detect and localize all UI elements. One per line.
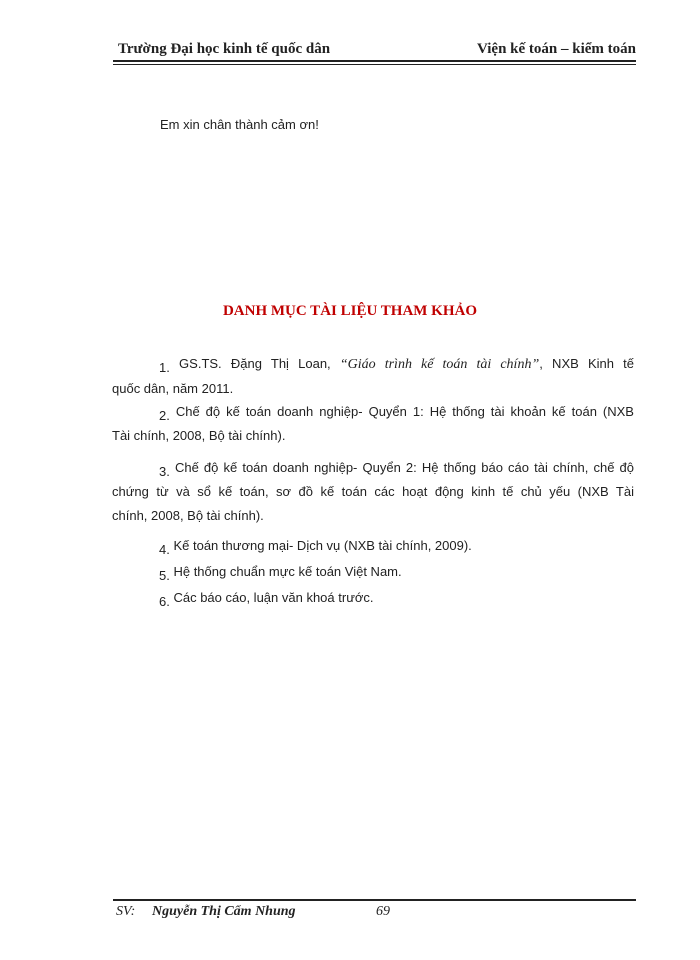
reference-number: 4.: [159, 542, 170, 557]
reference-text: Chế độ kế toán doanh nghiệp- Quyển 1: Hệ thống tài khoản kế toán (NXB: [175, 404, 634, 419]
reference-text: Các báo cáo, luận văn khoá trước.: [173, 590, 374, 605]
reference-continuation: quốc dân, năm 2011.: [112, 381, 234, 396]
reference-continuation: Tài chính, 2008, Bộ tài chính).: [112, 428, 286, 443]
reference-title-italic: “Giáo trình kế toán tài chính”: [339, 357, 540, 372]
references-title: DANH MỤC TÀI LIỆU THAM KHẢO: [222, 303, 478, 319]
header-rule: [113, 60, 636, 62]
header-rule-thin: [113, 64, 636, 65]
footer-student-name: Nguyễn Thị Cẩm Nhung: [152, 904, 296, 919]
reference-item: [159, 586, 634, 610]
reference-number: 6.: [159, 594, 170, 609]
reference-text: Kế toán thương mại- Dịch vụ (NXB tài chính, 2009).: [173, 538, 472, 553]
reference-number: 5.: [159, 568, 170, 583]
reference-continuation: chứng từ và sổ kế toán, sơ đồ kế toán các hoạt động kinh tế chủ yếu (NXB Tài: [112, 484, 634, 499]
reference-item: [112, 352, 635, 401]
reference-number: 1.: [159, 360, 170, 375]
page-number: 69: [376, 904, 390, 919]
reference-number: 3.: [159, 464, 170, 479]
reference-number: 2.: [159, 408, 170, 423]
reference-text: Chế độ kế toán doanh nghiệp- Quyển 2: Hệ thống báo cáo tài chính, chế độ: [174, 460, 634, 475]
reference-item: [159, 534, 634, 558]
header-institution: Trường Đại học kinh tế quốc dân: [118, 41, 331, 57]
thanks-text: Em xin chân thành cảm ơn!: [160, 117, 319, 132]
footer-label: SV:: [116, 904, 136, 919]
reference-text: GS.TS. Đặng Thị Loan,: [179, 356, 340, 371]
reference-continuation: chính, 2008, Bộ tài chính).: [112, 508, 264, 523]
reference-item: [159, 560, 634, 584]
footer-rule: [113, 899, 636, 901]
reference-text: Hệ thống chuẩn mực kế toán Việt Nam.: [173, 564, 402, 579]
header-department: Viện kế toán – kiểm toán: [476, 41, 636, 57]
reference-item: [112, 456, 634, 528]
reference-text-post: , NXB Kinh tế: [539, 356, 635, 371]
reference-item: [112, 400, 634, 448]
